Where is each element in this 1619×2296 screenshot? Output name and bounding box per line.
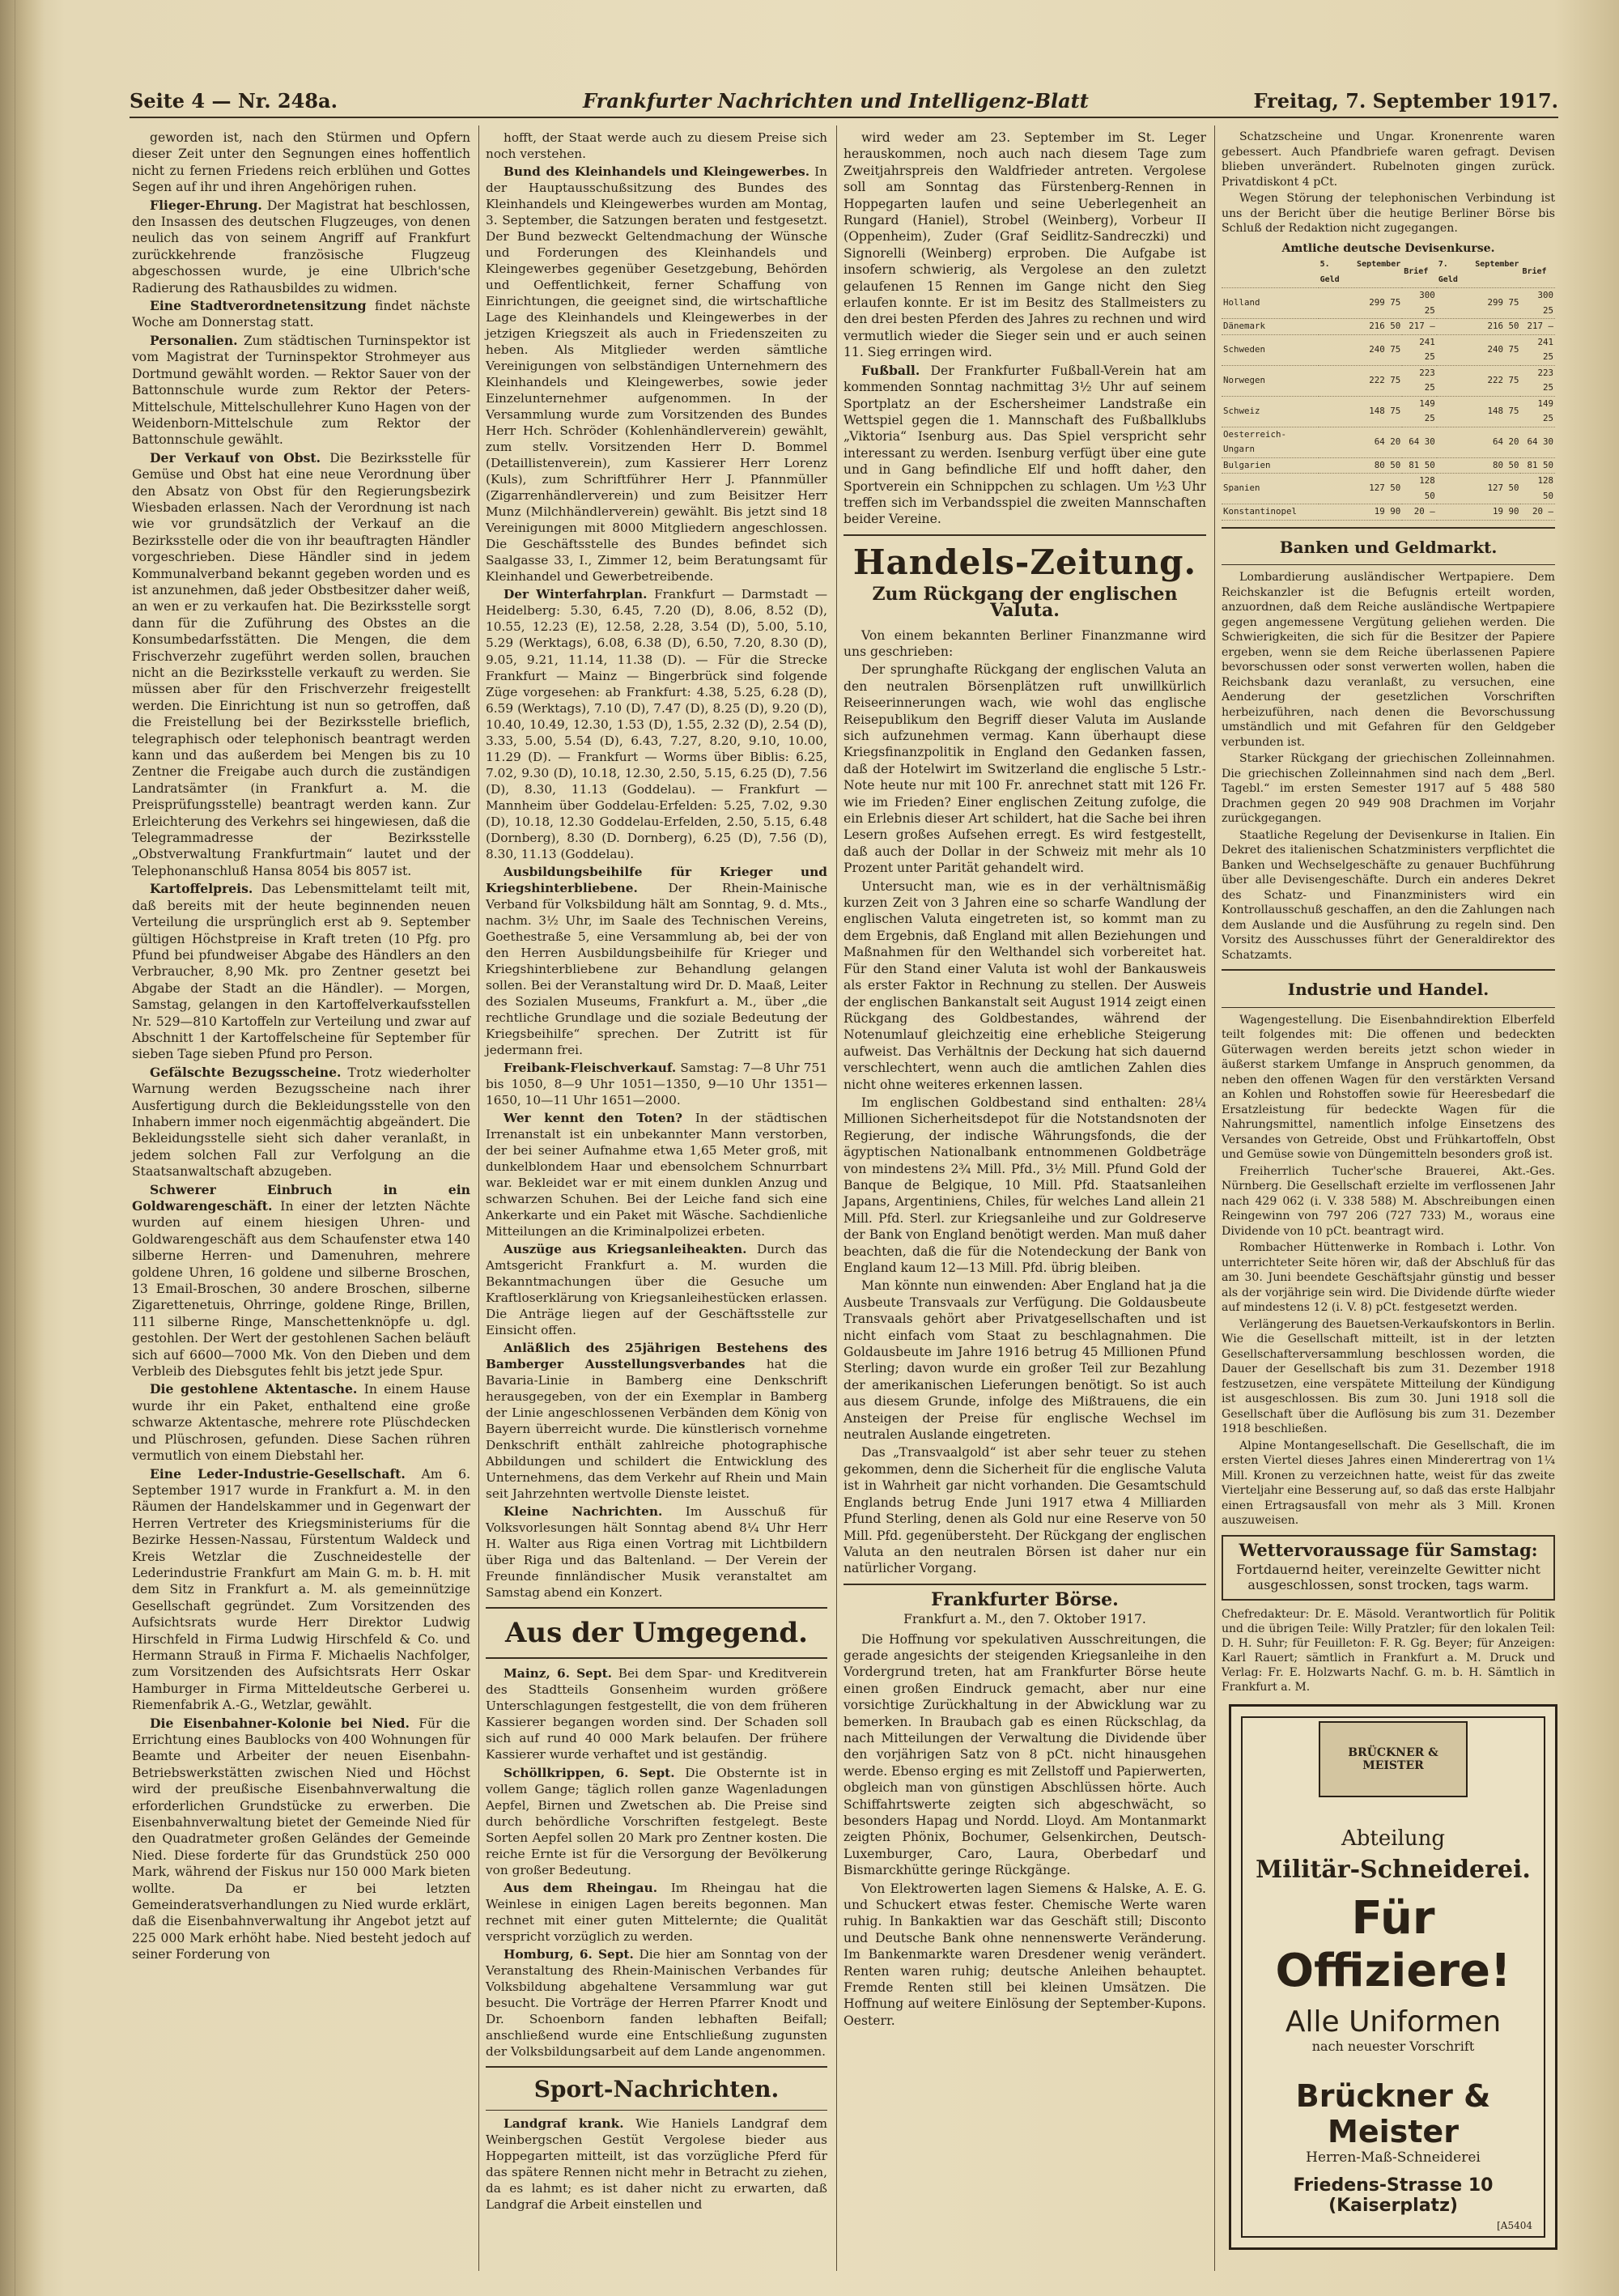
fx-country: Bulgarien bbox=[1222, 457, 1319, 474]
fx-row bbox=[1222, 427, 1555, 457]
masthead-line bbox=[130, 84, 1558, 118]
divider bbox=[843, 1584, 1206, 1585]
weather-box bbox=[1222, 1535, 1555, 1601]
article: Aus dem Rheingau. Im Rheingau hat die Weinlese in einigen Lagen bereits begonnen. Man rechnet mit einer guten Mittelernte; die Qualität verspricht vorzüglich zu werden. bbox=[486, 1880, 827, 1944]
fx-rate: 80 50 bbox=[1437, 457, 1521, 474]
article: Der Verkauf von Obst. Die Bezirksstelle für Gemüse und Obst hat eine neue Verordnung über den Absatz von Obst für den Regierungsbezirk Wiesbaden erlassen. Nach der Verordnung ist nach wie vor grundsätzlich der Verkauf an die Bezirksstelle oder die von ihr beauftragten Händler vorgeschrieben. Diese Händler sind in jedem Kommunalverband bekannt gegeben worden und es ist anzunehmen, daß jeder Obstbesitzer daher weiß, an wen er zu verkaufen hat. Die Bezirksstelle sorgt dann für die Zuführung des Obstes an die Konsumbedarfsstätten. Die Mengen, die dem Frischverzehr zugeführt werden sollen, brauchen nicht an die Bezirksstelle verkauft zu werden. Sie müssen aber für den Frischverzehr freigestellt werden. Die Einrichtung ist nun so getroffen, daß die Freistellung bei der Bezirksstelle brieflich, telegraphisch oder telephonisch beantragt werden kann und das außerdem bei Mengen bis zu 10 Zentner die Freigabe auch durch die zuständigen Landratsämter (in Frankfurt a. M. die Preisprüfungsstelle) beantragt werden kann. Zur Erleichterung des Verkehrs sei hingewiesen, daß die Telegrammadresse der Bezirksstelle „Obstverwaltung Frankfurtmain“ lautet und der Telephonanschluß Hansa 8054 bis 8057 ist. bbox=[132, 449, 470, 878]
article: Eine Leder-Industrie-Gesellschaft. Am 6. September 1917 wurde in Frankfurt a. M. in den Räumen der Handelskammer und in Gegenwart der Herren Vertreter des Kriegsministeriums für die Bezirke Hessen-Nassau, Fürstentum Waldeck und Kreis Wetzlar die Zuschneidestelle der Lederindustrie Frankfurt am Main G. m. b. H. mit dem Sitz in Frankfurt a. M. als gemeinnützige Gesellschaft gegründet. Zum Vorsitzenden des Aufsichtsrats wurde Herr Direktor Ludwig Hirschfeld in Firma Ludwig Hirschfeld & Co. und Hermann Strauß in Firma F. Michaelis Nachfolger, zum Vorsitzenden des Aufsichtsrats Herr Oskar Hamburger in Firma Mitteldeutsche Gerberei u. Riemenfabrik A.-G., Wetzlar, gewählt. bbox=[132, 1465, 470, 1713]
fx-rate: 20 — bbox=[1402, 504, 1437, 521]
article: Kartoffelpreis. Das Lebensmittelamt teilt mit, daß bereits mit der heute beginnenden neuen Verteilung die ursprünglich erst ab 9. September gültigen Höchstpreise in Kraft treten (10 Pfg. pro Pfund bei pfundweiser Abgabe des Händlers an den Verbraucher, 8,90 Mk. pro Zentner gesetzt bei Abgabe der Stadt an die Händler). — Morgen, Samstag, gelangen in den Kartoffelverkaufsstellen Nr. 529—810 Kartoffeln zur Verteilung und zwar auf Abschnitt 1 der Kartoffelscheine für September für sieben Tage sieben Pfund pro Person. bbox=[132, 881, 470, 1062]
fx-rate: 128 50 bbox=[1402, 474, 1437, 504]
fx-rate: 216 50 bbox=[1319, 319, 1403, 335]
fx-column-header: 5. September Geld bbox=[1319, 257, 1403, 288]
column-3 bbox=[843, 130, 1206, 2030]
article: Staatliche Regelung der Devisenkurse in Italien. Ein Dekret des italienischen Schatzministers verpflichtet die Banken und Wechselgeschäfte zu genauer Buchführung über alle Devisengeschäfte. Durch ein anderes Dekret des Schatz- und Finanzministers wird ein Kontrollausschuß geschaffen, an den die Zahlungen nach dem Auslande und die Ausführung zu regeln sind. Den Vorsitz des Ausschusses führt der Generaldirektor des Schatzamts. bbox=[1222, 828, 1555, 962]
column-rule bbox=[836, 125, 837, 2271]
column-rule bbox=[478, 125, 479, 2271]
fx-rate: 19 90 bbox=[1437, 504, 1521, 521]
fx-rate: 222 75 bbox=[1437, 365, 1521, 396]
article: Wagengestellung. Die Eisenbahndirektion Elberfeld teilt folgendes mit: Die offenen und bedeckten Güterwagen werden bereits jetzt schon wieder in äußerst starkem Umfange in Anspruch genommen, da neben den offenen Wagen für den verstärkten Versand an Kohlen und Rohstoffen sowie für Heeresbedarf die Ersatzleistung für bedeckte Wagen für die Nahrungsmittel, namentlich infolge Einsetzens des Versandes von Getreide, Obst und Frühkartoffeln, Obst und Gemüse sowie von Düngemitteln besonders groß ist. bbox=[1222, 1013, 1555, 1161]
fx-rate: 148 75 bbox=[1319, 396, 1403, 427]
article: Ausbildungsbeihilfe für Krieger und Kriegshinterbliebene. Der Rhein-Mainische Verband für Volksbildung hält am Sonntag, 9. d. Mts., nachm. 3½ Uhr, im Saale des Technischen Vereins, Goethestraße 5, eine Versammlung ab, bei der von den Herren Ausbildungsbeihilfe für Krieger und Kriegshinterbliebene zur Behandlung gelangen sollen. Bei der Veranstaltung wird Dr. D. Maaß, Leiter des Sozialen Museums, Frankfurt a. M., über „die rechtliche Grundlage und die soziale Bedeutung der Kriegsbeihilfe“ sprechen. Der Zutritt ist für jedermann frei. bbox=[486, 864, 827, 1057]
fx-rate: 64 30 bbox=[1520, 427, 1555, 457]
fx-country: Holland bbox=[1222, 288, 1319, 319]
article: Von einem bekannten Berliner Finanzmanne wird uns geschrieben: bbox=[843, 627, 1206, 659]
fx-rate: 80 50 bbox=[1319, 457, 1403, 474]
divider bbox=[486, 2110, 827, 2111]
fx-rate: 241 25 bbox=[1402, 334, 1437, 365]
article: Im englischen Goldbestand sind enthalten: 28¼ Millionen Sicherheitsdepot für die Notstandsnoten der Regierung, der indische Währungsfonds, die der ägyptischen Nationalbank entnommenen Goldbeträge von mindestens 2¾ Mill. Pfd., 3½ Mill. Pfund Gold der Banque de Belgique, 10 Mill. Pfd. Staatsanleihen Japans, Argentiniens, Chiles, für welches Land allein 21 Mill. Pfd. Sterl. zur Kriegsanleihe und zur Goldreserve der Bank von England benötigt werden. Man muß daher beachten, daß die für die Notendeckung der Bank von England kaum 12—13 Mill. Pfd. übrig bleiben. bbox=[843, 1095, 1206, 1275]
article-continuation: geworden ist, nach den Stürmen und Opfern dieser Zeit unter den Segnungen eines hoffentlich nicht zu fernen Friedens reich erblühen und Gottes Segen auf ihr und ihren Angehörigen ruhen. bbox=[132, 130, 470, 195]
fx-country: Schweiz bbox=[1222, 396, 1319, 427]
fx-country: Konstantinopel bbox=[1222, 504, 1319, 521]
fx-rate: 299 75 bbox=[1437, 288, 1521, 319]
article: Fußball. Der Frankfurter Fußball-Verein hat am kommenden Sonntag nachmittag 3½ Uhr auf seinem Sportplatz an der Eschersheimer Landstraße ein Wettspiel gegen die 1. Mannschaft des Fußballklubs „Viktoria“ Isenburg aus. Das Spiel verspricht sehr interessant zu werden. Isenburg verfügt über eine gute und in Gang befindliche Elf und hofft daher, den Sportverein ein Schnippchen zu schlagen. Um ½3 Uhr treffen sich im Verbandsspiel die zweiten Mannschaften beider Vereine. bbox=[843, 362, 1206, 527]
fx-rate: 64 20 bbox=[1437, 427, 1521, 457]
divider bbox=[1222, 527, 1555, 529]
article-headline: Zum Rückgang der englischen Valuta. bbox=[872, 583, 1178, 622]
fx-rate: 223 25 bbox=[1520, 365, 1555, 396]
fx-rate: 241 25 bbox=[1520, 334, 1555, 365]
ad-uniformen: Alle Uniformen bbox=[1285, 2005, 1502, 2039]
article: Alpine Montangesellschaft. Die Gesellschaft, die im ersten Viertel dieses Jahres einen Minderertrag von 1¼ Mill. Kronen zu verzeichnen hatte, weist für das zweite Vierteljahr eine Besserung auf, so daß das erste Halbjahr einen Ertragsausfall von mehr als 3 Mill. Kronen auszuweisen. bbox=[1222, 1439, 1555, 1527]
fx-rate: 217 — bbox=[1402, 319, 1437, 335]
exchange-rate-table bbox=[1222, 257, 1555, 521]
fx-rate: 127 50 bbox=[1319, 474, 1403, 504]
section-title-handels: Handels-Zeitung. bbox=[852, 542, 1197, 582]
fx-row bbox=[1222, 319, 1555, 335]
fx-row bbox=[1222, 288, 1555, 319]
fx-rate: 127 50 bbox=[1437, 474, 1521, 504]
article: Mainz, 6. Sept. Bei dem Spar- und Kreditverein des Stadtteils Gonsenheim wurden größere Unterschlagungen festgestellt, die von dem früheren Kassierer begangen worden sind. Der Schaden soll sich auf rund 40 000 Mark belaufen. Der frühere Kassierer wurde verhaftet und ist geständig. bbox=[486, 1666, 827, 1762]
fx-column-header: Brief bbox=[1402, 257, 1437, 288]
fx-rate: 128 50 bbox=[1520, 474, 1555, 504]
fx-country: Dänemark bbox=[1222, 319, 1319, 335]
ad-address: Friedens-Strasse 10 (Kaiserplatz) bbox=[1293, 2175, 1494, 2216]
fx-column-header bbox=[1222, 257, 1319, 288]
boerse-dateline: Frankfurt a. M., den 7. Oktober 1917. bbox=[903, 1612, 1146, 1627]
fx-row bbox=[1222, 474, 1555, 504]
article: Kleine Nachrichten. Im Ausschuß für Volksvorlesungen hält Sonntag abend 8¼ Uhr Herr H. Walter aus Riga einen Vortrag mit Lichtbildern über Riga und das Baltenland. — Der Verein der Freunde finnländischer Musik veranstaltet am Samstag abend ein Konzert. bbox=[486, 1504, 827, 1601]
article: Wegen Störung der telephonischen Verbindung ist uns der Bericht über die heutige Berliner Börse bis Schluß der Redaktion nicht zugegangen. bbox=[1222, 192, 1555, 235]
article: Eine Stadtverordnetensitzung findet nächste Woche am Donnerstag statt. bbox=[132, 298, 470, 330]
fx-rate: 149 25 bbox=[1402, 396, 1437, 427]
ad-firm-name: Brückner & Meister bbox=[1295, 2078, 1491, 2149]
fx-rate: 20 — bbox=[1520, 504, 1555, 521]
fx-country: Schweden bbox=[1222, 334, 1319, 365]
article: Flieger-Ehrung. Der Magistrat hat beschlossen, den Insassen des deutschen Flugzeuges, von denen neulich das von seinem Angriff auf Frankfurt zurückkehrende französische Flugzeug abgeschossen wurde, je eine Ulbrich'sche Radierung des Rathausbildes zu widmen. bbox=[132, 197, 470, 296]
article: Lombardierung ausländischer Wertpapiere. Dem Reichskanzler ist die Befugnis erteilt worden, anzuordnen, daß dem Reiche ausländische Wertpapiere gegen angemessene Vergütung geliehen werden. Die Schwierigkeiten, die sich für die Besitzer der Papiere ergeben, wenn sie dem Reiche überlassenen Papiere bevorschussen oder sonst verwerten wollen, haben die Reichsbank dazu veranlaßt, zu versuchen, eine Aenderung der gesetzlichen Vorschriften herbeizuführen, nach denen die Bevorschussung umständlich und mit Gefahren für den Geldgeber verbunden ist. bbox=[1222, 571, 1555, 749]
article: Verlängerung des Bauetsen-Verkaufskontors in Berlin. Wie die Gesellschaft mitteilt, ist in der letzten Gesellschafterversammlung beschlossen worden, die Dauer der Gesellschaft bis zum 31. Dezember 1918 festzusetzen, eine verspätete Mitteilung der Kündigung ist ausgeschlossen. Bis zum 30. Juni 1918 soll die Gesellschaft über die Auflösung bis zum 31. Dezember 1918 beschließen. bbox=[1222, 1317, 1555, 1435]
divider bbox=[1222, 1007, 1555, 1008]
article: Auszüge aus Kriegsanleiheakten. Durch das Amtsgericht Frankfurt a. M. wurden die Bekanntmachungen über die Gesuche um Kraftloserklärung von Kriegsanleihestücken erlassen. Die Anträge liegen auf der Geschäftsstelle zur Einsicht offen. bbox=[486, 1242, 827, 1338]
fx-row bbox=[1222, 457, 1555, 474]
issue-date: Freitag, 7. September 1917. bbox=[1253, 89, 1558, 113]
article: Personalien. Zum städtischen Turninspektor ist vom Magistrat der Turninspektor Strohmeyer aus Dortmund gewählt worden. — Rektor Sauer von der Battonnschule wurde zum Rektor der Peters-Mittelschule, Mittelschullehrer Kuno Hagen von der Weidenborn-Mittelschule zum Rektor der Battonnschule gewählt. bbox=[132, 332, 470, 448]
section-title-umgegend: Aus der Umgegend. bbox=[505, 1617, 808, 1650]
ad-vorschrift: nach neuester Vorschrift bbox=[1311, 2039, 1475, 2054]
article-continuation: wird weder am 23. September im St. Leger herauskommen, noch auch nach diesem Tage zum Zweitjahrspreis den Waldfrieder antreten. Vergolese soll am Sonntag das Fürstenberg-Rennen in Hoppegarten laufen und seine Ueberlegenheit an Rungard (Haniel), Strobel (Weinberg), Vorbeur II (Oppenheim), Zuder (Graf Seidlitz-Sandreczki) und Signorelli (Weinberg) erproben. Die Aufgabe ist insofern schwierig, als Vergolese an den zuletzt gelaufenen 15 Rennen im Gange nicht den Sieg erlaufen konnte. Er ist im Besitz des Stallmeisters zu den drei besten Pferden des Jahres zu rechnen und wird vermutlich wieder die Sieger sein und er auch seinen 11. Sieg erringen wird. bbox=[843, 130, 1206, 360]
article: Anläßlich des 25jährigen Bestehens des Bamberger Ausstellungsverbandes hat die Bavaria-Linie in Bamberg eine Denkschrift herausgegeben, von der ein Exemplar in Bamberg der Linie angeschlossenen Verbänden dem König von Bayern überreicht wurde. Die künstlerisch vornehme Denkschrift enthält zahlreiche photographische Abbildungen und schildert die Entwicklung des Unternehmens, das dem Verkehr auf Rhein und Main seit Jahrzehnten wertvolle Dienste leistet. bbox=[486, 1341, 827, 1502]
article: Von Elektrowerten lagen Siemens & Halske, A. E. G. und Schuckert etwas fester. Chemische Werte waren ruhig. In Bankaktien war das Geschäft still; Disconto und Deutsche Bank ohne nennenswerte Veränderung. Im Bankenmarkte waren Dresdener wenig verändert. Renten waren ruhig; deutsche Anleihen behauptet. Fremde Renten still bei kleinen Umsätzen. Die Hoffnung auf weitere Einlösung der September-Kupons. Oesterr. bbox=[843, 1881, 1206, 2028]
article: Starker Rückgang der griechischen Zolleinnahmen. Die griechischen Zolleinnahmen sind nach dem „Berl. Tagebl.“ im ersten Semester 1917 auf 5 488 580 Drachmen gegen 20 949 908 Drachmen im Vorjahr zurückgegangen. bbox=[1222, 752, 1555, 825]
fx-country: Norwegen bbox=[1222, 365, 1319, 396]
fx-row bbox=[1222, 504, 1555, 521]
ad-herren: Herren-Maß-Schneiderei bbox=[1306, 2149, 1481, 2166]
divider bbox=[486, 2066, 827, 2068]
article: Untersucht man, wie es in der verhältnismäßig kurzen Zeit von 3 Jahren eine so scharfe Wandlung der englischen Valuta eingetreten ist, so kommt man zu dem Ergebnis, daß England mit allen Beziehungen und Maßnahmen für den Welthandel sich vorbereitet hat. Für den Stand einer Valuta ist wohl der Bankausweis als erster Faktor in Rechnung zu stellen. Der Ausweis der englischen Bankanstalt seit August 1914 zeigt einen Rückgang des Goldbestandes, während der Notenumlauf gleichzeitig eine erhebliche Steigerung aufweist. Das Verhältnis der Deckung hat sich dauernd verschlechtert, wenn auch die amtlichen Zahlen dies nicht ohne weiteres erkennen lassen. bbox=[843, 878, 1206, 1092]
fx-row bbox=[1222, 365, 1555, 396]
fx-rate: 300 25 bbox=[1520, 288, 1555, 319]
fx-column-header: Brief bbox=[1520, 257, 1555, 288]
column-rule bbox=[1214, 125, 1215, 2271]
fx-rate: 299 75 bbox=[1319, 288, 1403, 319]
article: Schöllkrippen, 6. Sept. Die Obsternte ist in vollem Gange; täglich rollen ganze Wagenladungen Aepfel, Birnen und Zwetschen ab. Die Preise sind durch behördliche Vorschriften festgelegt. Beste Sorten Aepfel sollen 20 Mark pro Zentner kosten. Die reiche Ernte ist für die Versorgung der Bevölkerung von großer Bedeutung. bbox=[486, 1765, 827, 1877]
section-title-banken: Banken und Geldmarkt. bbox=[1279, 537, 1498, 557]
fx-rate: 148 75 bbox=[1437, 396, 1521, 427]
advertisement-brueckner-meister bbox=[1229, 1704, 1557, 2250]
fx-rate: 222 75 bbox=[1319, 365, 1403, 396]
article: Rombacher Hüttenwerke in Rombach i. Lothr. Von unterrichteter Seite hören wir, daß der Abschluß für das am 30. Juni beendete Geschäftsjahr günstig und besser als der vorjährige sein wird. Die Dividende dürfte wieder auf mindestens 12 (i. V. 8) pCt. festgesetzt werden. bbox=[1222, 1241, 1555, 1314]
article: Die Hoffnung vor spekulativen Ausschreitungen, die gerade angesichts der steigenden Kriegsanleihe in den Vordergrund treten, hat am Frankfurter Börse heute einen großen Eindruck gemacht, aber nur eine vorsichtige Zurückhaltung in der Abwicklung war zu bemerken. In Braubach gab es einen Rückschlag, da nach Mitteilungen der Verwaltung die Dividende über den vorjährigen Satz von 8 pCt. nicht hinausgehen werde. Ebenso erging es mit Zellstoff und Papierwerten, obgleich man von günstigen Abschlüssen hörte. Auch Schiffahrtswerte zeigten sich abgeschwächt, so besonders Hapag und Nordd. Lloyd. Am Montanmarkt zeigten Phönix, Bochumer, Gelsenkirchen, Deutsch-Luxemburger, Caro, Laura, Oberbedarf und Bismarckhütte geringe Rückgänge. bbox=[843, 1631, 1206, 1878]
fx-country: Oesterreich-Ungarn bbox=[1222, 427, 1319, 457]
fx-rate: 240 75 bbox=[1437, 334, 1521, 365]
page-number: Seite 4 — Nr. 248a. bbox=[130, 89, 338, 113]
ad-abteilung: Abteilung bbox=[1341, 1826, 1446, 1851]
article: Freibank-Fleischverkauf. Samstag: 7—8 Uhr 751 bis 1050, 8—9 Uhr 1051—1350, 9—10 Uhr 1351—1650, 10—11 Uhr 1651—2000. bbox=[486, 1060, 827, 1108]
article-continuation: hofft, der Staat werde auch zu diesem Preise sich noch verstehen. bbox=[486, 130, 827, 162]
column-1 bbox=[132, 130, 470, 1965]
article: Schwerer Einbruch in ein Goldwarengeschäft. In einer der letzten Nächte wurden auf einem hiesigen Uhren- und Goldwarengeschäft aus dem Schaufenster etwa 140 silberne Herren- und Damenuhren, mehrere goldene Uhren, 16 goldene und silberne Broschen, 13 Email-Broschen, 30 andere Broschen, silberne Zigarettenetuis, Ohrringe, goldene Ringe, Brillen, 111 silberne Ringe, Manschettenknöpfe u. dgl. gestohlen. Der Wert der gestohlenen Sachen beläuft sich auf 6600—7000 Mk. Von den Dieben und dem Verbleib des Diebsgutes fehlt bis jetzt jede Spur. bbox=[132, 1181, 470, 1380]
article: Die Eisenbahner-Kolonie bei Nied. Für die Errichtung eines Baublocks von 400 Wohnungen für Beamte und Arbeiter der neuen Eisenbahn-Betriebswerkstätten zwischen Nied und Höchst wird der preußische Eisenbahnverwaltung die erforderlichen Grundstücke zu erwerben. Die Eisenbahnverwaltung bietet der Gemeinde Nied für den Quadratmeter großen Geländes der Gemeinde Nied. Diese forderte für das Grundstück 250 000 Mark, während der Fiskus nur 150 000 Mark bieten wollte. Da er bei letzten Gemeinderatsverhandlungen zu Nied wurde erklärt, daß die Eisenbahnverwaltung ihr Angebot jetzt auf 225 000 Mark erhöht habe. Nied besteht jedoch auf seiner Forderung von bbox=[132, 1715, 470, 1962]
ad-headline: Für Offiziere! bbox=[1275, 1892, 1511, 1997]
article: Gefälschte Bezugsscheine. Trotz wiederholter Warnung werden Bezugsscheine nach ihrer Ausfertigung durch die Bekleidungsstelle von den Inhabern immer noch eigenmächtig abgeändert. Die Bekleidungsstelle sieht sich daher veranlaßt, in jedem solchen Fall zur Verfolgung an die Staatsanwaltschaft abzugeben. bbox=[132, 1064, 470, 1180]
column-4 bbox=[1222, 130, 1555, 1694]
fx-rate: 81 50 bbox=[1520, 457, 1555, 474]
article: Freiherrlich Tucher'sche Brauerei, Akt.-Ges. Nürnberg. Die Gesellschaft erzielte im verflossenen Jahr nach 429 062 (i. V. 338 588) M. Abschreibungen einen Reingewinn von 797 206 (727 733) M., woraus eine Dividende von 10 pCt. beantragt wird. bbox=[1222, 1164, 1555, 1238]
article: Landgraf krank. Wie Haniels Landgraf dem Weinbergschen Gestüt Vergolese bieder aus Hoppegarten mitteilt, ist das vorzügliche Pferd für das spätere Rennen nicht mehr in Betracht zu ziehen, da es lahmt; es ist daher nicht zu erwarten, daß Landgraf die Arbeit einstellen und bbox=[486, 2115, 827, 2212]
fx-rate: 216 50 bbox=[1437, 319, 1521, 335]
article: Wer kennt den Toten? In der städtischen Irrenanstalt ist ein unbekannter Mann verstorben, der bei seiner Aufnahme etwa 1,65 Meter groß, mit dunkelblondem Haar und ebensolchem Schnurrbart war. Bekleidet war er mit einem dunklen Anzug und schwarzen Schuhen. Bei der Leiche fand sich eine Ankerkarte und ein Paket mit Wäsche. Sachdienliche Mitteilungen an die Kriminalpolizei erbeten. bbox=[486, 1110, 827, 1239]
fx-rate: 300 25 bbox=[1402, 288, 1437, 319]
divider bbox=[1222, 969, 1555, 971]
newspaper-title: Frankfurter Nachrichten und Intelligenz-Blatt bbox=[583, 89, 1089, 113]
section-title-industrie: Industrie und Handel. bbox=[1287, 980, 1489, 999]
fx-rate: 64 30 bbox=[1402, 427, 1437, 457]
article: Die gestohlene Aktentasche. In einem Hause wurde ihr ein Paket, enthaltend eine große schwarze Aktentasche, mehrere rote Plüschdecken und Plüschrosen, gefunden. Diese Sachen rühren vermutlich von einem Diebstahl her. bbox=[132, 1381, 470, 1464]
fx-row bbox=[1222, 396, 1555, 427]
ad-frame bbox=[1241, 1716, 1545, 2238]
article-continuation: Schatzscheine und Ungar. Kronenrente waren gebessert. Auch Pfandbriefe waren gefragt. Devisen blieben unverändert. Rubelnoten gingen zurück. Privatdiskont 4 pCt. bbox=[1222, 130, 1555, 189]
weather-text: Fortdauernd heiter, vereinzelte Gewitter nicht ausgeschlossen, sonst trocken, tags warm. bbox=[1236, 1562, 1540, 1592]
fx-row bbox=[1222, 334, 1555, 365]
article: Bund des Kleinhandels und Kleingewerbes. In der Hauptausschußsitzung des Bundes des Kleinhandels und Kleingewerbes wurden am Montag, 3. September, die Satzungen beraten und festgesetzt. Der Bund bezweckt Geltendmachung der Wünsche und Forderungen des Kleinhandels und Kleingewerbes gegenüber Gesetzgebung, Behörden und Oeffentlichkeit, ferner Schaffung von Einrichtungen, die geeignet sind, die wirtschaftliche Lage des Kleinhandels und Kleingewerbes in der jetzigen Kriegszeit als auch in Friedenszeiten zu heben. Als Mitglieder werden sämtliche Vereinigungen von selbständigen Unternehmern des Kleinhandels und Kleingewerbes, sowie jeder Einzelunternehmer aufgenommen. In der Versammlung wurde zum Vorsitzenden des Bundes Herr Hch. Schröder (Kohlenhändlerverein) gewählt, zum stellv. Vorsitzenden Herr D. Bommel (Detaillistenverein), zum Kassierer Herr Lorenz (Kuls), zum Schriftführer Herr J. Pfannmüller (Zigarrenhändlerverein) und zum Beisitzer Herr Munz (Milchhändlerverein) gewählt. Bis jetzt sind 18 Vereinigungen mit 8000 Mitgliedern angeschlossen. Die Geschäftsstelle des Bundes befindet sich Saalgasse 33, I., Zimmer 12, beim Beratungsamt für Kleinhandel und Gewerbetreibende. bbox=[486, 164, 827, 585]
fx-rate: 19 90 bbox=[1319, 504, 1403, 521]
article: Man könnte nun einwenden: Aber England hat ja die Ausbeute Transvaals zur Verfügung. Die Goldausbeute Transvaals gehört aber Privatgesellschaften und ist nicht einfach vom Staat zu beschlagnahmen. Die Goldausbeute im Jahre 1916 betrug 45 Millionen Pfund Sterling; davon wurde ein großer Teil zur Bezahlung der amerikanischen Lieferungen benötigt. So ist auch aus diesem Grunde, infolge des Mißtrauens, die ein Ansteigen der Preise für englische Wechsel im neutralen Auslande eingetreten. bbox=[843, 1278, 1206, 1443]
fx-rate: 64 20 bbox=[1319, 427, 1403, 457]
divider bbox=[486, 1607, 827, 1609]
fx-rate: 240 75 bbox=[1319, 334, 1403, 365]
page-binding-edge bbox=[0, 0, 45, 2296]
divider bbox=[486, 1657, 827, 1659]
fx-column-header: 7. September Geld bbox=[1437, 257, 1521, 288]
divider bbox=[1222, 564, 1555, 565]
fx-country: Spanien bbox=[1222, 474, 1319, 504]
fx-rate: 217 — bbox=[1520, 319, 1555, 335]
fx-rate: 149 25 bbox=[1520, 396, 1555, 427]
article: Das „Transvaalgold“ ist aber sehr teuer zu stehen gekommen, denn die Sicherheit für die englische Valuta ist in Wahrheit gar nicht vorhanden. Die Gesamtschuld Englands betrug Ende Juni 1917 etwa 4 Milliarden Pfund Sterling, denen als Gold nur eine Reserve von 50 Mill. Pfd. gegenübersteht. Der Rückgang der englischen Valuta an den neutralen Börsen ist daher nur ein natürlicher Vorgang. bbox=[843, 1445, 1206, 1576]
ad-militaer: Militär-Schneiderei. bbox=[1256, 1856, 1531, 1884]
weather-title: Wettervoraussage für Samstag: bbox=[1239, 1539, 1538, 1560]
ad-code: [A5404 bbox=[1497, 2220, 1532, 2231]
section-title-sport: Sport-Nachrichten. bbox=[533, 2075, 780, 2103]
fx-table-title: Amtliche deutsche Devisenkurse. bbox=[1281, 241, 1495, 255]
article: Der Winterfahrplan. Frankfurt — Darmstadt — Heidelberg: 5.30, 6.45, 7.20 (D), 8.06, 8.52 (D), 10.55, 12.23 (E), 12.58, 2.28, 3.54 (D), 5.00, 5.10, 5.29 (Werktags), 6.08, 6.38 (D), 6.50, 7.20, 8.30 (D), 9.05, 9.21, 11.14, 11.38 (D). — Für die Strecke Frankfurt — Mainz — Bingerbrück sind folgende Züge vorgesehen: ab Frankfurt: 4.38, 5.25, 6.28 (D), 6.59 (Werktags), 7.10 (D), 7.47 (D), 8.25 (D), 9.20 (D), 10.40, 10.49, 12.30, 1.53 (D), 1.55, 2.32 (D), 2.54 (D), 3.33, 5.00, 5.54 (D), 6.43, 7.27, 8.20, 9.10, 10.00, 11.29 (D). — Frankfurt — Worms über Biblis: 6.25, 7.02, 9.30 (D), 10.18, 12.30, 2.50, 5.15, 6.25 (D), 7.56 (D), 8.30, 11.13 (Goddelau). — Frankfurt — Mannheim über Goddelau-Erfelden: 5.25, 7.02, 9.30 (D), 10.18, 12.30 Goddelau-Erfelden, 2.50, 5.15, 6.48 (Dornberg), 8.30 (D. Dornberg), 6.25 (D), 7.56 (D), 8.30, 11.13 (Goddelau). bbox=[486, 587, 827, 861]
fx-rate: 81 50 bbox=[1402, 457, 1437, 474]
ad-logo: BRÜCKNER & MEISTER bbox=[1319, 1721, 1468, 1797]
article: Homburg, 6. Sept. Die hier am Sonntag von der Veranstaltung des Rhein-Mainischen Verbandes für Volksbildung abgehaltene Versammlung war gut besucht. Die Vorträge der Herren Pfarrer Knodt und Dr. Schoenborn fanden lebhaften Beifall; anschließend wurde eine Entschließung zugunsten der Volksbildungsarbeit auf dem Lande angenommen. bbox=[486, 1946, 827, 2059]
imprint: Chefredakteur: Dr. E. Mäsold. Verantwortlich für Politik und die übrigen Teile: Willy Pratzler; für den lokalen Teil: D. H. Suhr; für Feuilleton: F. R. Gg. Beyer; für Anzeigen: Karl Rauert; sämtlich in Frankfurt a. M. Druck und Verlag: Fr. E. Holzwarts Nachf. G. m. b. H. Sämtlich in Frankfurt a. M. bbox=[1222, 1608, 1555, 1694]
article: Der sprunghafte Rückgang der englischen Valuta an den neutralen Börsenplätzen ruft unwillkürlich Reiseerinnerungen wach, wie wohl das englische Reisepublikum den Begriff dieser Valuta im Auslande sich aufzunehmen vermag. Kann überhaupt diese Kriegsfinanzpolitik in England den Gedanken fassen, daß der Hotelwirt im Switzerland die englische 5 Lstr.-Note heute nur mit 100 Fr. anrechnet statt mit 126 Fr. wie im Frieden? Einer englischen Zeitung zufolge, die ein Erlebnis dieser Art schildert, hat die Sache bei ihren Lesern großes Aufsehen erregt. Es wird festgestellt, daß auch der Dollar in der Schweiz mit mehr als 10 Prozent unter Parität gehandelt wird. bbox=[843, 662, 1206, 876]
column-2 bbox=[486, 130, 827, 2214]
section-title-boerse: Frankfurter Börse. bbox=[931, 1588, 1119, 1610]
divider bbox=[843, 534, 1206, 536]
fx-rate: 223 25 bbox=[1402, 365, 1437, 396]
